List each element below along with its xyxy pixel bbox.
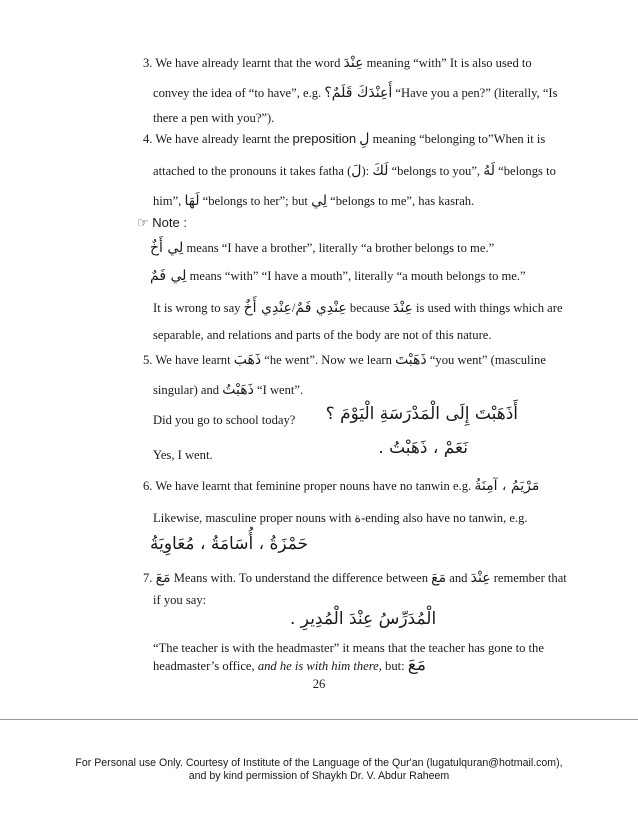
item-7-line-1 [143,570,567,586]
note-line-3 [153,300,563,316]
item-3-line-1 [143,55,532,71]
arabic-phrase: مَرْيَمُ ، آمِنَةُ [474,478,540,494]
note-heading: ☞ Note : [137,215,187,230]
arabic-sentence: الْمُدَرِّسُ عِنْدَ الْمُدِيرِ . [290,609,437,629]
item-6-line-1 [143,478,539,494]
text: “Have you a pen?” (literally, “Is [395,86,558,100]
answer-english: Yes, I went. [153,448,213,462]
arabic-word: لِ [359,131,370,147]
text: means “with” “I have a mouth”, literally “a mouth belongs to me.” [189,269,526,283]
text: Likewise, masculine proper nouns with ة-ending also have no tanwin, e.g. [153,511,528,525]
note-line-4 [153,327,492,343]
arabic-letter: لَ [351,163,362,179]
text: 4. We have already learnt the [143,132,290,146]
text: “you went” (masculine [429,353,546,367]
text: meaning “with” It is also used to [366,56,532,70]
text: preposition [292,131,357,146]
item-3-line-3 [153,110,274,126]
arabic-word: لَكَ [372,163,389,179]
text: “belongs to you”, [391,164,481,178]
item-6-line-2 [153,510,528,526]
arabic-word: ذَهَبْتُ [222,382,254,398]
text: remember that [493,571,567,585]
text: 7. [143,571,153,585]
arabic-word: عِنْدَ [392,300,413,316]
arabic-word: مَعَ [431,570,447,586]
footer-line-2: and by kind permission of Shaykh Dr. V. Abdur Raheem [188,770,450,782]
item-7-example [290,611,436,627]
item-7-line-4 [153,657,426,674]
item-3-line-2 [153,85,558,101]
item-5-line-2 [153,382,303,398]
note-label [137,215,187,231]
text: singular) and [153,383,220,397]
arabic-word: لَهُ [483,163,495,179]
text: Means with. To understand the difference between [173,571,429,585]
item-5-answer [153,447,213,463]
arabic-phrase: لِي أَخٌ [150,240,184,256]
text: headmaster’s office, [153,659,255,673]
arabic-phrase: عِنْدِي أَخٌ [243,300,292,316]
question-arabic: أَذَهَبْتَ إِلَى الْمَدْرَسَةِ الْيَوْمَ ؟ [325,404,518,424]
text: attached to the pronouns it takes fatha ( [153,164,352,178]
arabic-word: ذَهَبَ [233,352,262,368]
item-4-line-2 [153,163,556,179]
item-7-line-2 [153,592,206,608]
arabic-phrase: أَعِنْدَكَ قَلَمٌ؟ [324,85,393,101]
text: 3. We have already learnt that the word [143,56,341,70]
text: if you say: [153,593,207,607]
text: 6. We have learnt that feminine proper nouns have no tanwin e.g. [143,479,472,493]
text: is used with things which are [416,301,563,315]
text: convey the idea of “to have”, e.g. [153,86,322,100]
footer-line-1: For Personal use Only. Courtesy of Institute of the Language of the Qur'an (lugatulquran@hotmail.com), [75,757,563,769]
note-line-1 [150,240,494,256]
item-5-question [153,412,295,428]
question-english: Did you go to school today? [153,413,296,427]
footer-divider [0,719,638,720]
text: 5. We have learnt [143,353,231,367]
item-4-line-3 [153,193,474,209]
text: “The teacher is with the headmaster” it means that the teacher has gone to the [153,641,544,655]
item-7-line-3 [153,640,544,656]
text: ): [361,164,370,178]
text: “belongs to me”, has kasrah. [330,194,475,208]
text: means “I have a brother”, literally “a brother belongs to me.” [186,241,495,255]
text: separable, and relations and parts of the body are not of this nature. [153,328,492,342]
italic-text: and he is with him there, [257,659,382,673]
text: but: [385,659,405,673]
text: “I went”. [257,383,304,397]
arabic-word: عِنْدَ [470,570,491,586]
item-5-question-arabic [326,406,518,422]
item-4-line-1 [143,131,545,147]
arabic-phrase: لِي فَمٌ [150,268,187,284]
text: him”, [153,194,182,208]
text: “belongs to her”; but [202,194,308,208]
answer-arabic: نَعَمْ ، ذَهَبْتُ . [378,438,468,458]
item-6-line-3 [150,536,308,552]
text: meaning “belonging to”When it is [372,132,546,146]
item-5-answer-arabic [378,440,468,456]
text: It is wrong to say [153,301,241,315]
text: “he went”. Now we learn [264,353,392,367]
separator: / [291,301,296,315]
arabic-word: ذَهَبْتَ [395,352,427,368]
note-line-2 [150,268,526,284]
arabic-word: مَعَ [407,655,426,675]
page-number: 26 [312,677,326,691]
arabic-word: مَعَ [155,570,171,586]
arabic-phrase: حَمْزَةُ ، أُسَامَةُ ، مُعَاوِيَةُ [150,534,309,554]
text: “belongs to [498,164,556,178]
text: and [449,571,468,585]
arabic-word: لَهَا [184,193,200,209]
arabic-word: عِنْدَ [343,55,364,71]
arabic-phrase: عِنْدِي فَمٌ [295,300,347,316]
text: because [349,301,390,315]
item-5-line-1 [143,352,546,368]
text: there a pen with you?”). [153,111,275,125]
arabic-word: لِي [311,193,328,209]
